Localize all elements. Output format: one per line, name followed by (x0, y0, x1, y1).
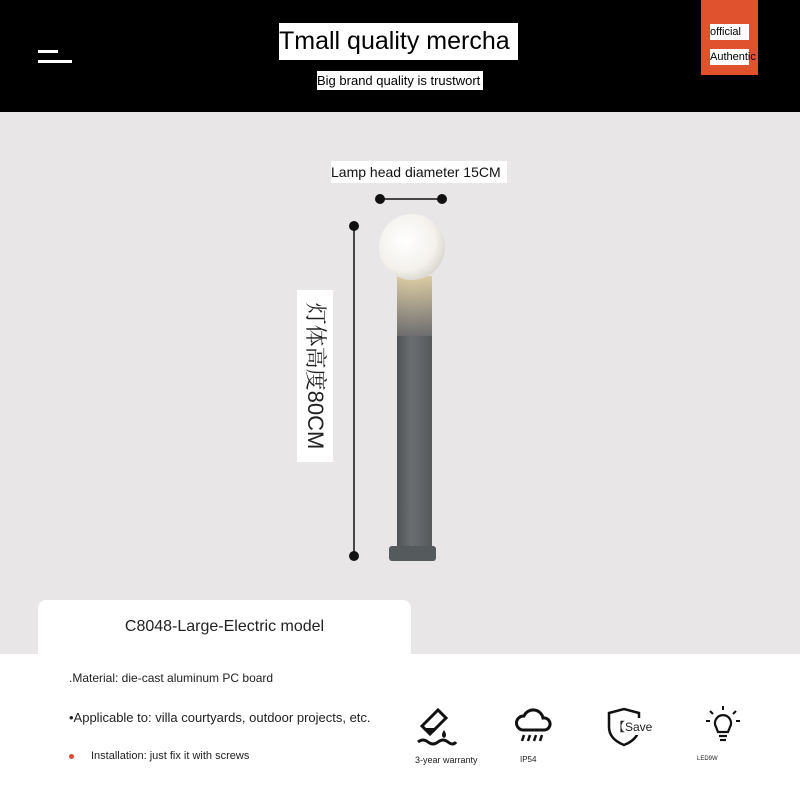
diameter-label: Lamp head diameter 15CM (331, 161, 507, 183)
paint-bucket-icon (414, 704, 458, 748)
lamp-base (389, 546, 436, 561)
height-label (297, 290, 333, 462)
page-title: Tmall quality mercha (279, 23, 518, 60)
feature-shield-label: 【Save (613, 720, 653, 734)
feature-ip-label: IP54 (520, 755, 537, 764)
spec-applicable: •Applicable to: villa courtyards, outdoor projects, etc. (69, 710, 371, 725)
light-bulb-icon (704, 705, 742, 747)
badge-authentic-text: Authentic (710, 51, 756, 63)
feature-warranty-label: 3-year warranty (415, 755, 478, 765)
official-badge (701, 0, 758, 75)
model-card (38, 600, 411, 660)
badge-official-text: official (710, 24, 749, 40)
lamp-globe (379, 214, 445, 280)
lamp-glow (397, 276, 432, 336)
height-label-text: 灯体高度80CM (303, 302, 328, 450)
bullet-dot (69, 754, 74, 759)
lamp-illustration (340, 185, 470, 585)
spec-installation: Installation: just fix it with screws (91, 750, 250, 762)
spec-material: .Material: die-cast aluminum PC board (69, 671, 274, 685)
menu-icon[interactable] (38, 50, 72, 66)
feature-led-label: LED9W (697, 756, 718, 762)
diameter-dimension-line (375, 194, 447, 204)
height-dimension-line (349, 221, 359, 561)
rain-cloud-icon (513, 708, 555, 744)
model-name: C8048-Large-Electric model (124, 618, 325, 635)
header-bar (0, 0, 800, 112)
page-subtitle: Big brand quality is trustwort (317, 71, 483, 90)
